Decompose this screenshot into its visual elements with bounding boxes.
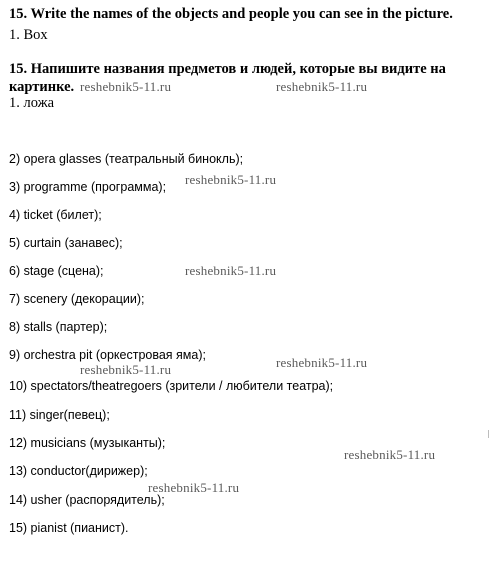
list-item: 6) stage (сцена); (9, 264, 104, 278)
page-edge-mark (488, 430, 489, 438)
watermark: reshebnik5-11.ru (80, 362, 172, 377)
list-item: 5) curtain (занавес); (9, 236, 123, 250)
list-item: 12) musicians (музыканты); (9, 436, 166, 450)
list-item: 7) scenery (декорации); (9, 292, 145, 306)
list-item: 9) orchestra pit (оркестровая яма); (9, 348, 206, 362)
watermark: reshebnik5-11.ru (344, 447, 436, 462)
russian-heading-line1: 15. Напишите названия предметов и людей, которые вы видите на (9, 61, 446, 77)
watermark: reshebnik5-11.ru (276, 79, 368, 94)
english-heading: 15. Write the names of the objects and people you can see in the picture. (9, 6, 453, 22)
watermark: reshebnik5-11.ru (185, 263, 277, 278)
list-item: 14) usher (распорядитель); (9, 493, 165, 507)
list-item: 10) spectators/theatregoers (зрители / любители театра); (9, 379, 334, 393)
watermark: reshebnik5-11.ru (276, 355, 368, 370)
english-first-item: 1. Box (9, 27, 48, 43)
list-item: 11) singer(певец); (9, 408, 110, 422)
watermark: reshebnik5-11.ru (80, 79, 172, 94)
list-item: 2) opera glasses (театральный бинокль); (9, 152, 244, 166)
list-item: 3) programme (программа); (9, 180, 167, 194)
list-item: 8) stalls (партер); (9, 320, 108, 334)
list-item: 13) conductor(дирижер); (9, 464, 148, 478)
watermark: reshebnik5-11.ru (148, 480, 240, 495)
russian-first-item: 1. ложа (9, 95, 55, 111)
list-item: 15) pianist (пианист). (9, 521, 129, 535)
list-item: 4) ticket (билет); (9, 208, 102, 222)
watermark: reshebnik5-11.ru (185, 172, 277, 187)
russian-heading-line2: картинке. (9, 79, 75, 95)
